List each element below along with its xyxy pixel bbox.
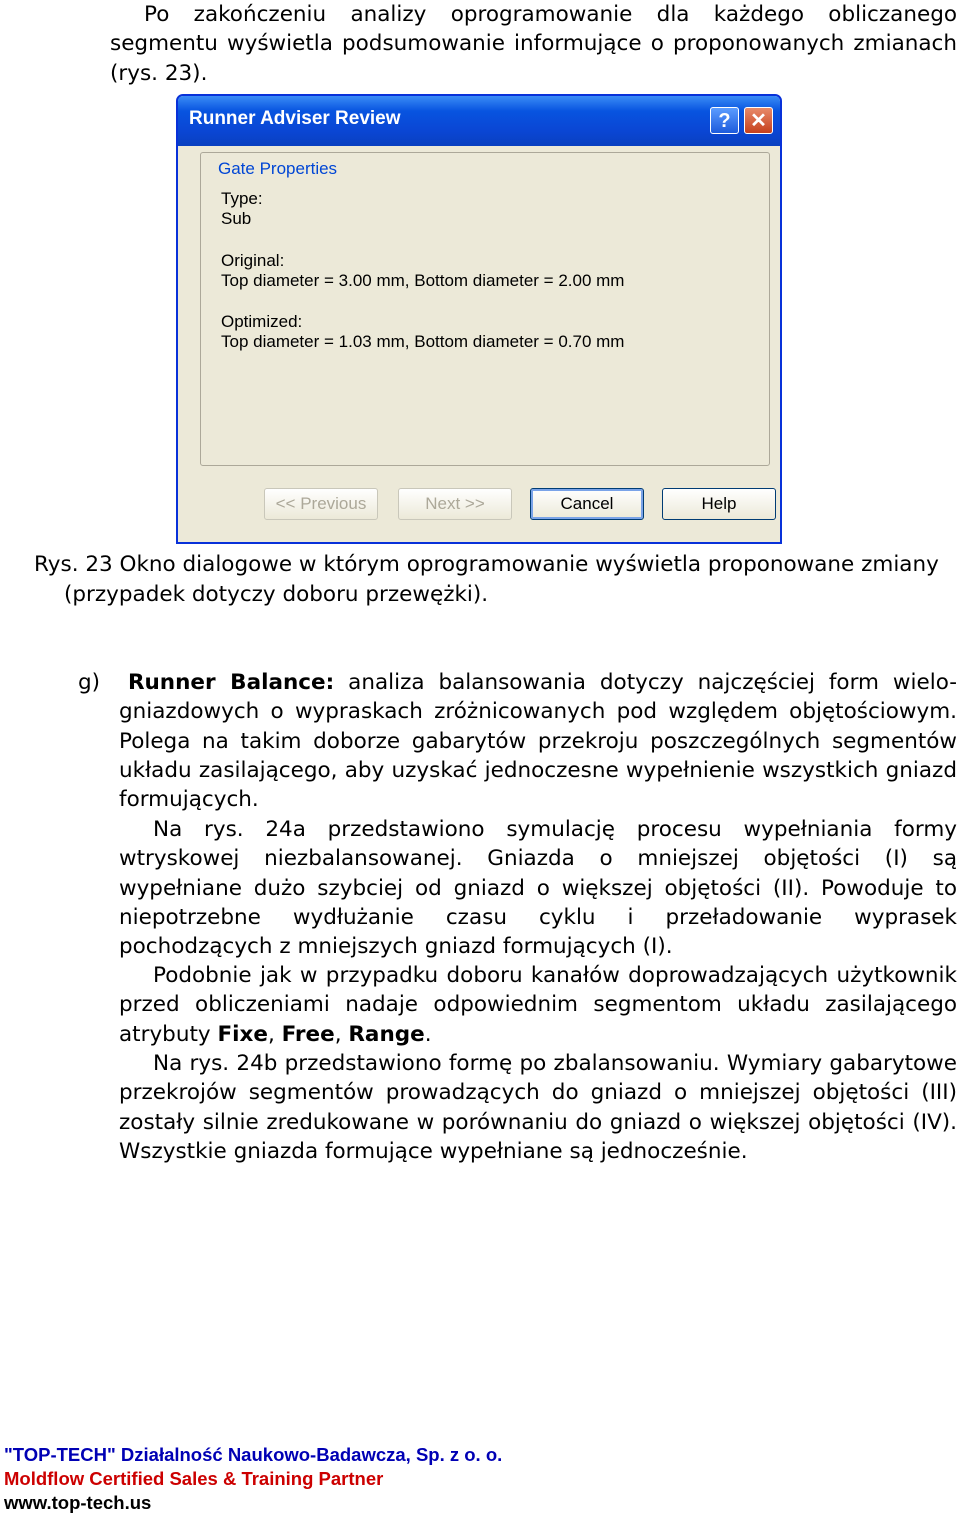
separator: ,: [334, 1021, 349, 1047]
paragraph-rys-24a: Na rys. 24a przedstawiono symulację procesu wypełniania formy wtryskowej niezbalansowanej. Gniazda o mniejszej objętości (I) są wypełniane dużo szybciej od gniazd o większej objętości (II). Powoduje to niepotrzebne wydłużanie czasu cyklu i przeładowanie wyprasek pochodzących z mniejszych gniazd formujących (I).: [119, 817, 957, 960]
intro-paragraph: Po zakończeniu analizy oprogramowanie dla każdego obliczanego segmentu wyświetla podsumowanie informujące o proponowanych zmianach (rys. 23).: [110, 2, 957, 86]
cancel-button[interactable]: Cancel: [530, 488, 644, 520]
attribute-fixe: Fixe: [217, 1021, 268, 1047]
figure-caption: [34, 550, 957, 610]
paragraph-attributes: [119, 961, 957, 1049]
help-icon[interactable]: ?: [710, 107, 739, 134]
attribute-range: Range: [348, 1021, 425, 1047]
original-label: Original:: [221, 251, 285, 270]
separator: ,: [267, 1021, 282, 1047]
optimized-label: Optimized:: [221, 312, 303, 331]
paragraph-rys-24b: Na rys. 24b przedstawiono formę po zbalansowaniu. Wymiary gabarytowe przekrojów segmentów prowadzących do gniazd o mniejszej objętości (III) zostały silnie zredukowane w porównaniu do gniazd o większej objętości (IV). Wszystkie gniazda formujące wypełniane są jednocześnie.: [119, 1051, 957, 1164]
caption-line-1: Rys. 23 Okno dialogowe w którym oprogramowanie wyświetla proponowane zmiany: [34, 552, 939, 577]
original-value: Top diameter = 3.00 mm, Bottom diameter = 2.00 mm: [221, 271, 625, 290]
type-label: Type:: [221, 189, 263, 208]
paragraph-attributes-text: Podobnie jak w przypadku doboru kanałów doprowadzających użytkownik przed obliczeniami nadaje odpowiednim segmentom układu zasilającego atrybuty: [119, 963, 957, 1047]
caption-line-2: (przypadek dotyczy doboru przewężki).: [64, 582, 489, 607]
dialog-titlebar: [178, 96, 780, 146]
next-button[interactable]: Next >>: [398, 488, 512, 520]
help-button[interactable]: Help: [662, 488, 776, 520]
footer-company: "TOP-TECH" Działalność Naukowo-Badawcza, Sp. z o. o.: [4, 1444, 503, 1465]
dialog-title: Runner Adviser Review: [189, 108, 401, 129]
section-g-paragraph: [78, 668, 957, 814]
type-value: Sub: [221, 209, 252, 228]
attribute-free: Free: [281, 1021, 335, 1047]
previous-button[interactable]: << Previous: [264, 488, 378, 520]
optimized-value: Top diameter = 1.03 mm, Bottom diameter = 0.70 mm: [221, 332, 625, 351]
gate-properties-group: [200, 152, 770, 466]
footer-partner: Moldflow Certified Sales & Training Partner: [4, 1468, 384, 1489]
runner-adviser-review-dialog: [176, 94, 782, 544]
section-heading: Runner Balance:: [127, 670, 335, 695]
footer-url[interactable]: www.top-tech.us: [4, 1492, 152, 1513]
group-label: Gate Properties: [215, 159, 340, 179]
paragraph-end: .: [424, 1021, 432, 1047]
section-g-text: analiza balansowania dotyczy najczęściej form wielo-gniazdowych o wypraskach zróżnicowanych pod względem objętościowym. Polega na takim doborze gabarytów przekroju poszczególnych segmentów układu zasilającego, aby uzyskać jednoczesne wypełnienie wszystkich gniazd formujących.: [119, 670, 958, 813]
close-icon[interactable]: ✕: [744, 107, 773, 134]
list-marker: g): [78, 670, 101, 695]
